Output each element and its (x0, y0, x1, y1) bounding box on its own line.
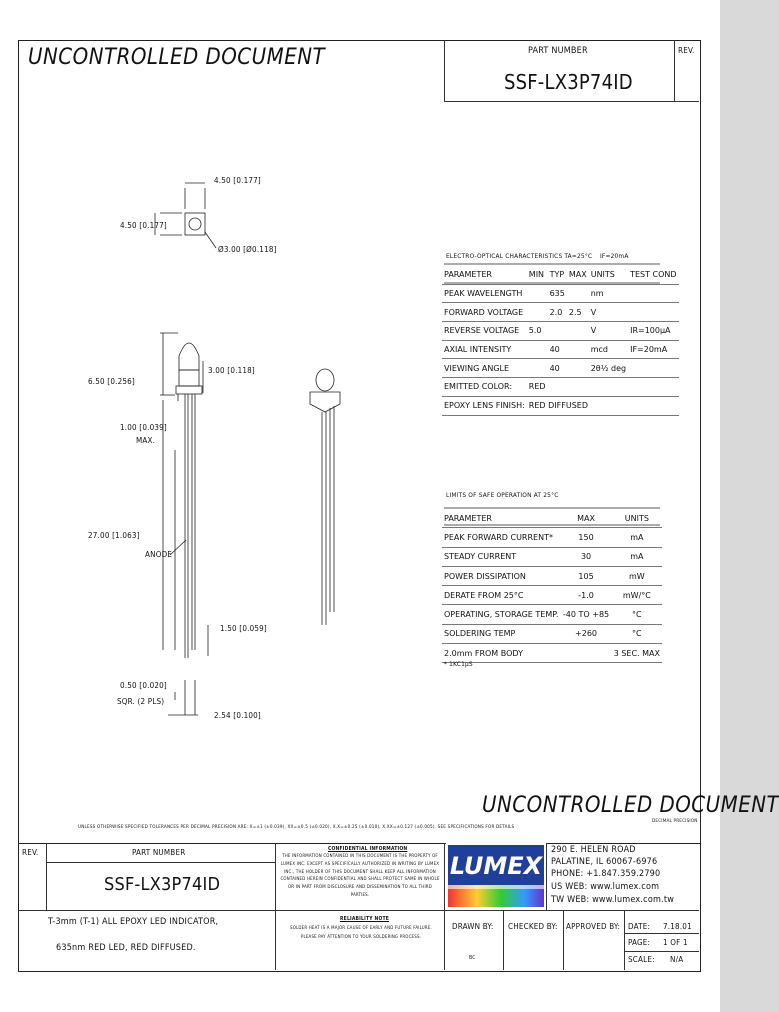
eo-header: UNITS (589, 266, 628, 284)
tb-phone: PHONE: +1.847.359.2790 (551, 869, 661, 879)
limits-cell: DERATE FROM 25°C (442, 586, 560, 605)
table-row (442, 322, 679, 341)
limits-cell: +260 (560, 624, 611, 643)
eo-cell (567, 340, 589, 359)
uncontrolled-stamp-top: UNCONTROLLED DOCUMENT (28, 45, 326, 70)
table-row (442, 378, 679, 397)
limits-cell: POWER DISSIPATION (442, 566, 560, 585)
dim-flange-max: MAX. (136, 436, 156, 445)
tb-part-line (46, 862, 275, 863)
limits-header: PARAMETER (442, 509, 560, 528)
eo-cell: nm (589, 284, 628, 303)
uncontrolled-stamp-bottom: UNCONTROLLED DOCUMENT (482, 793, 779, 818)
tb-date-line (624, 933, 699, 934)
tolerance-note: UNLESS OTHERWISE SPECIFIED TOLERANCES PER DECIMAL PRECISION ARE: X=±1 (±0.039), XX=±0.5 (±0.020), X.X=±0.25 (±0.010), X.XX=±0.127 (±0.005). SEE SPECIFICATIONS FOR DETAILS (78, 825, 515, 830)
tb-part-number-label: PART NUMBER (132, 848, 186, 857)
limits-cell: -40 TO +85 (560, 605, 611, 624)
eo-cell: 635 (548, 284, 567, 303)
anode-label: ANODE (145, 550, 173, 559)
tb-scale-label: SCALE: (628, 955, 655, 964)
limits-header: UNITS (612, 509, 662, 528)
iso-lens (316, 369, 334, 391)
tb-notes-divider (444, 843, 445, 970)
eo-table (442, 266, 679, 416)
eo-cell (548, 322, 567, 341)
table-row (442, 303, 679, 322)
dim-lead-square: 0.50 [0.020] (120, 681, 167, 690)
tb-confidential-title: CONFIDENTIAL INFORMATION (328, 846, 408, 852)
led-dome (179, 343, 199, 370)
eo-title: ELECTRO-OPTICAL CHARACTERISTICS TA=25°C (446, 252, 593, 260)
eo-cell: 2.0 (548, 303, 567, 322)
lumex-logo-graphic (446, 843, 546, 909)
limits-title: LIMITS OF SAFE OPERATION AT 25°C (446, 491, 559, 499)
lumex-logo-text: LUMEX (449, 852, 543, 880)
eo-cell: mcd (589, 340, 628, 359)
eo-title-note: IF=20mA (600, 252, 629, 260)
tb-us-web: US WEB: www.lumex.com (551, 882, 660, 892)
limits-cell: 3 SEC. MAX (612, 644, 662, 663)
tb-page-label: PAGE: (628, 938, 651, 947)
tb-sign-divider-2 (563, 910, 564, 970)
limits-cell: STEADY CURRENT (442, 547, 560, 566)
lumex-logo (446, 843, 546, 909)
eo-cell: 40 (548, 359, 567, 378)
tb-rev-divider (46, 843, 47, 910)
header-part-number-label: PART NUMBER (528, 46, 588, 56)
eo-cell: EPOXY LENS FINISH: (442, 396, 527, 415)
eo-cell: 40 (548, 340, 567, 359)
dim-flange: 1.00 [0.039] (120, 423, 167, 432)
tb-approved-by-label: APPROVED BY: (566, 922, 621, 931)
limits-cell: SOLDERING TEMP (442, 624, 560, 643)
tb-part-divider (275, 843, 276, 970)
dim-lead-square-note: SQR. (2 PLS) (117, 697, 165, 706)
limits-cell: 30 (560, 547, 611, 566)
decimal-precision-note: DECIMAL PRECISION (652, 819, 698, 824)
dim-body: 3.00 [0.118] (208, 366, 255, 375)
tb-checked-by-label: CHECKED BY: (508, 922, 558, 931)
limits-cell: °C (612, 624, 662, 643)
limits-header: MAX (560, 509, 611, 528)
tb-address-1: 290 E. HELEN ROAD (551, 845, 636, 855)
table-row (442, 340, 679, 359)
limits-header-row (442, 509, 662, 528)
tb-address-2: PALATINE, IL 60067-6976 (551, 857, 658, 867)
eo-cell (628, 378, 678, 397)
tb-confidential-text: THE INFORMATION CONTAINED IN THIS DOCUMENT IS THE PROPERTY OF LUMEX INC. EXCEPT AS SPECIFICALLY AUTHORIZED IN WRITING BY LUMEX INC., THE HOLDER OF THIS DOCUMENT SHALL KEEP ALL INFORMATION CONTAINED HEREIN CONFIDENTIAL AND SHALL PROTECT SAME IN WHOLE OR IN PART FROM DISCLOSURE AND DISSEMINATION TO ALL THIRD PARTIES. (280, 854, 440, 898)
eo-cell (527, 284, 548, 303)
tb-date: 7.18.01 (663, 922, 692, 931)
limits-cell: 150 (560, 528, 611, 547)
limits-cell: mA (612, 547, 662, 566)
eo-cell (527, 303, 548, 322)
eo-header-row (442, 266, 679, 284)
limits-cell: OPERATING, STORAGE TEMP. (442, 605, 560, 624)
eo-header: MAX (567, 266, 589, 284)
limits-cell: -1.0 (560, 586, 611, 605)
eo-header: TEST COND (628, 266, 678, 284)
tb-mid-line (18, 910, 699, 911)
dim-lead-offset: 1.50 [0.059] (220, 624, 267, 633)
eo-cell (548, 378, 567, 397)
header-part-number: SSF-LX3P74ID (504, 70, 633, 94)
dim-lead-length: 27.00 [1.063] (88, 531, 140, 540)
limits-cell: PEAK FORWARD CURRENT* (442, 528, 560, 547)
table-row (442, 605, 662, 624)
limits-cell: 2.0mm FROM BODY (442, 644, 560, 663)
tb-rev-label: REV. (22, 848, 39, 857)
tb-reliability-title: RELIABILITY NOTE (340, 916, 390, 922)
dim-width: 4.50 [0.177] (214, 176, 261, 185)
dim-diameter: Ø3.00 [Ø0.118] (218, 245, 277, 254)
limits-cell: mW/°C (612, 586, 662, 605)
limits-table (442, 509, 662, 663)
limits-footnote: * 1KC1µS (444, 660, 473, 668)
eo-cell: EMITTED COLOR: (442, 378, 527, 397)
limits-cell (560, 644, 611, 663)
tb-description-2: 635nm RED LED, RED DIFFUSED. (56, 943, 196, 953)
eo-cell (628, 284, 678, 303)
eo-cell (628, 359, 678, 378)
eo-cell: FORWARD VOLTAGE (442, 303, 527, 322)
tb-page: 1 OF 1 (663, 938, 688, 947)
eo-cell (628, 303, 678, 322)
eo-cell (589, 378, 628, 397)
table-row (442, 284, 679, 303)
tb-page-line (624, 951, 699, 952)
tb-date-label: DATE: (628, 922, 651, 931)
top-view-lens (189, 218, 201, 230)
limits-cell: °C (612, 605, 662, 624)
eo-cell (567, 378, 589, 397)
eo-header: MIN (527, 266, 548, 284)
table-row (442, 528, 662, 547)
eo-cell: V (589, 303, 628, 322)
eo-header: TYP (548, 266, 567, 284)
dim-lead-pitch: 2.54 [0.100] (214, 711, 261, 720)
tb-reliability-text: SOLDER HEAT IS A MAJOR CAUSE OF EARLY AND FUTURE FAILURE. PLEASE PAY ATTENTION TO YOUR SOLDERING PROCESS. (290, 926, 432, 940)
eo-cell: AXIAL INTENSITY (442, 340, 527, 359)
eo-cell: 2.5 (567, 303, 589, 322)
table-row (442, 359, 679, 378)
led-flange (176, 386, 202, 394)
tb-part-number: SSF-LX3P74ID (104, 874, 221, 895)
eo-cell (527, 340, 548, 359)
tb-description-1: T-3mm (T-1) ALL EPOXY LED INDICATOR, (48, 917, 219, 927)
tb-drawn-by: BC (469, 955, 476, 961)
eo-cell (567, 322, 589, 341)
top-view-body (185, 213, 205, 235)
tb-sign-divider-3 (624, 910, 625, 970)
eo-cell: 5.0 (527, 322, 548, 341)
eo-cell: 2θ½ deg (589, 359, 628, 378)
tb-logo-divider (546, 843, 547, 910)
eo-cell: REVERSE VOLTAGE (442, 322, 527, 341)
iso-body (310, 392, 340, 412)
led-body (179, 370, 199, 386)
dim-height: 6.50 [0.256] (88, 377, 135, 386)
eo-cell: RED DIFFUSED (527, 396, 679, 415)
eo-cell (567, 359, 589, 378)
table-row (442, 644, 662, 663)
limits-cell: mA (612, 528, 662, 547)
tb-tw-web: TW WEB: www.lumex.com.tw (551, 895, 675, 905)
eo-cell (527, 359, 548, 378)
eo-cell: RED (527, 378, 548, 397)
table-row (442, 566, 662, 585)
tb-scale: N/A (670, 955, 684, 964)
eo-cell: VIEWING ANGLE (442, 359, 527, 378)
tb-drawn-by-label: DRAWN BY: (452, 922, 494, 931)
limits-cell: 105 (560, 566, 611, 585)
table-row (442, 586, 662, 605)
table-row (442, 547, 662, 566)
eo-cell: PEAK WAVELENGTH (442, 284, 527, 303)
eo-cell: IF=20mA (628, 340, 678, 359)
header-rev-label: REV. (678, 46, 695, 55)
table-row (442, 624, 662, 643)
eo-cell (567, 284, 589, 303)
eo-header: PARAMETER (442, 266, 527, 284)
tb-sign-divider-1 (503, 910, 504, 970)
dim-depth: 4.50 [0.177] (120, 221, 167, 230)
eo-cell: V (589, 322, 628, 341)
table-row (442, 396, 679, 415)
limits-cell: mW (612, 566, 662, 585)
eo-cell: IR=100µA (628, 322, 678, 341)
